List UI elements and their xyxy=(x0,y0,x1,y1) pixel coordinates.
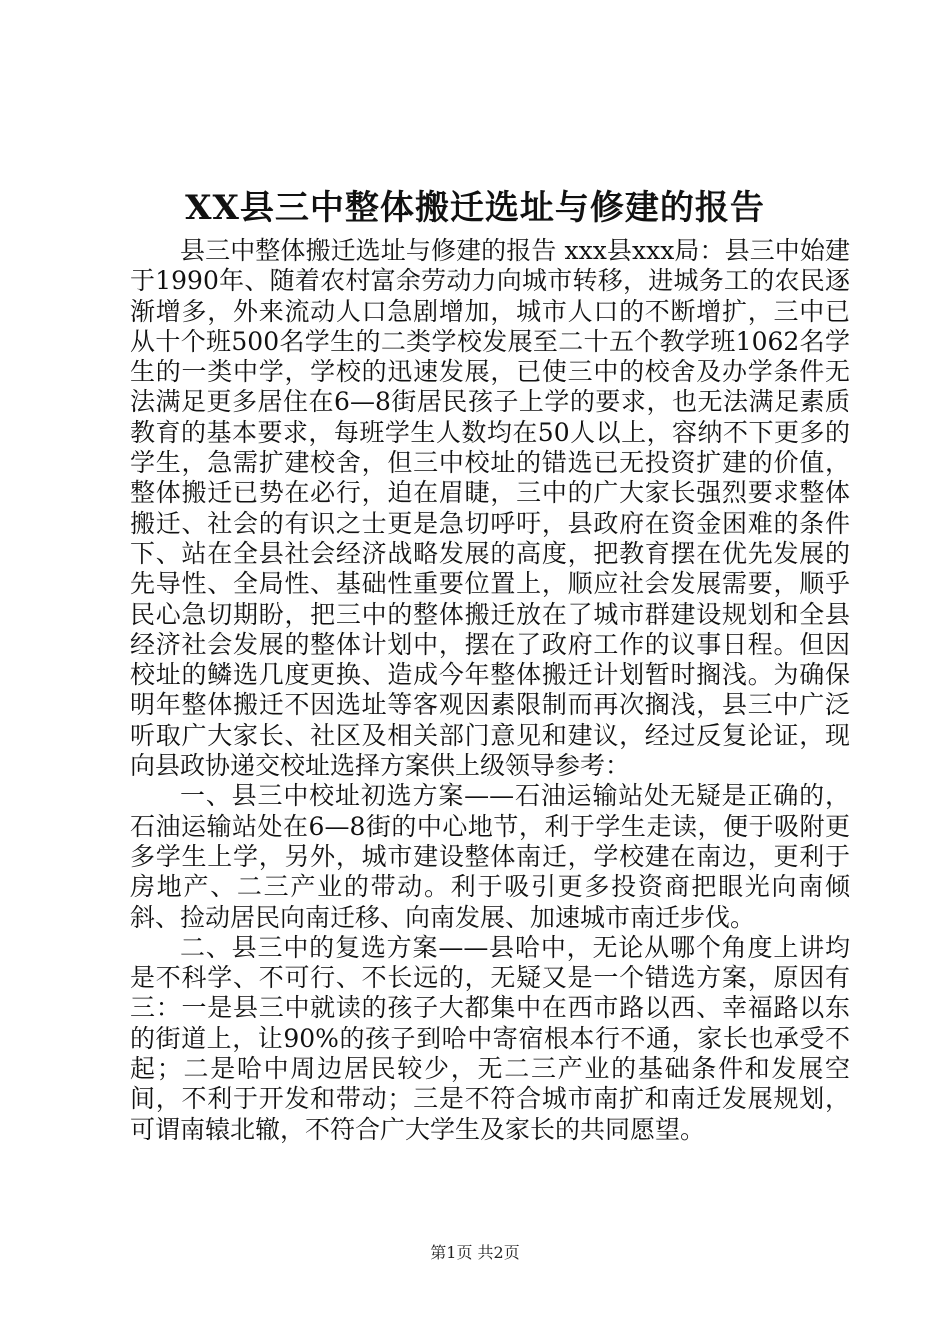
document-body xyxy=(130,236,850,1145)
page-footer: 第1页 共2页 xyxy=(430,1243,520,1262)
paragraph-option-two: 二、县三中的复选方案——县哈中，无论从哪个角度上讲均是不科学、不可行、不长远的，无疑又是一个错选方案，原因有三：一是县三中就读的孩子大都集中在西市路以西、幸福路以东的街道上，让90%的孩子到哈中寄宿根本行不通，家长也承受不起；二是哈中周边居民较少，无二三产业的基础条件和发展空间，不利于开发和带动；三是不符合城市南扩和南迁发展规划，可谓南辕北辙，不符合广大学生及家长的共同愿望。 xyxy=(130,932,850,1144)
paragraph-intro: 县三中整体搬迁选址与修建的报告 xxx县xxx局：县三中始建于1990年、随着农村富余劳动力向城市转移，进城务工的农民逐渐增多，外来流动人口急剧增加，城市人口的不断增扩，三中已从十个班500名学生的二类学校发展至二十五个教学班1062名学生的一类中学，学校的迅速发展，已使三中的校舍及办学条件无法满足更多居住在6—8街居民孩子上学的要求，也无法满足素质教育的基本要求，每班学生人数均在50人以上，容纳不下更多的学生，急需扩建校舍，但三中校址的错选已无投资扩建的价值，整体搬迁已势在必行，迫在眉睫，三中的广大家长强烈要求整体搬迁、社会的有识之士更是急切呼吁，县政府在资金困难的条件下、站在全县社会经济战略发展的高度，把教育摆在优先发展的先导性、全局性、基础性重要位置上，顺应社会发展需要，顺乎民心急切期盼，把三中的整体搬迁放在了城市群建设规划和全县经济社会发展的整体计划中，摆在了政府工作的议事日程。但因校址的鳞选几度更换、造成今年整体搬迁计划暂时搁浅。为确保明年整体搬迁不因选址等客观因素限制而再次搁浅，县三中广泛听取广大家长、社区及相关部门意见和建议，经过反复论证，现向县政协递交校址选择方案供上级领导参考： xyxy=(130,236,850,781)
document-title: XX县三中整体搬迁选址与修建的报告 xyxy=(185,188,765,228)
paragraph-option-one: 一、县三中校址初选方案——石油运输站处无疑是正确的，石油运输站处在6—8街的中心地节，利于学生走读，便于吸附更多学生上学，另外，城市建设整体南迁，学校建在南边，更利于房地产、二三产业的带动。利于吸引更多投资商把眼光向南倾斜、捡动居民向南迁移、向南发展、加速城市南迁步伐。 xyxy=(130,781,850,932)
